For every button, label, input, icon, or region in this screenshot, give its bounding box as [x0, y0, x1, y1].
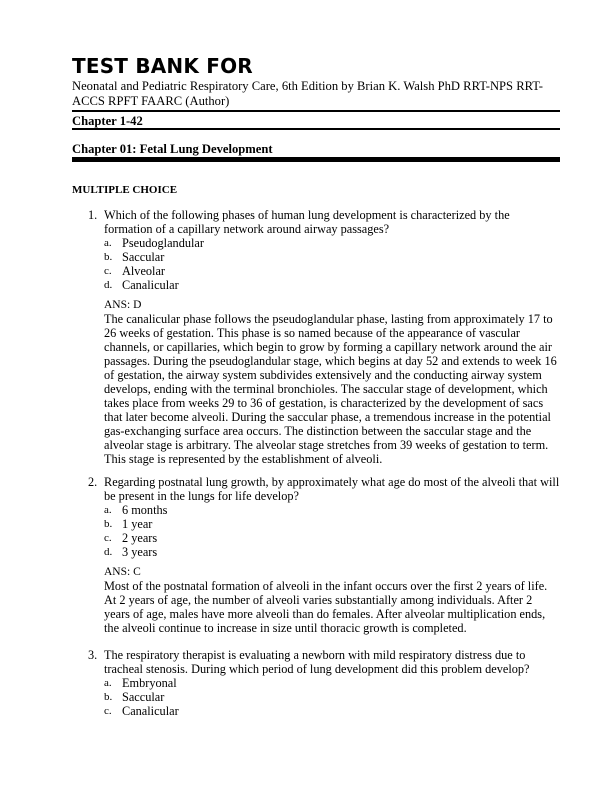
option-text: 1 year: [122, 517, 153, 531]
answer-explanation: The canalicular phase follows the pseudoglandular phase, lasting from approximately 17 to 26 weeks of gestation. This phase is so named because of the appearance of vascular channels, or capillaries, which begin to grow by forming a capillary network around the air passages. During the pseudoglandular stage, which begins at day 52 and extends to week 16 of gestation, the airway system subdivides extensively and the conducting airway system develops, ending with the terminal bronchioles. The saccular stage of development, which takes place from weeks 29 to 36 of gestation, is characterized by the development of sacs that later become alveoli. During the saccular phase, a tremendous increase in the potential gas-exchanging surface area occurs. The distinction between the saccular stage and the alveolar stage is arbitrary. The alveolar stage stretches from 39 weeks of gestation to term. This stage is represented by the establishment of alveoli.: [104, 312, 557, 466]
option-letter: c.: [104, 705, 112, 717]
option-b: [104, 250, 560, 264]
option-a: [104, 503, 560, 517]
option-a: [104, 236, 560, 250]
question-stem: Which of the following phases of human lung development is characterized by the formation of a capillary network around airway passages?: [104, 208, 510, 236]
option-letter: b.: [104, 251, 113, 263]
option-b: [104, 690, 560, 704]
option-list: [104, 503, 560, 559]
option-letter: c.: [104, 532, 112, 544]
book-subtitle: Neonatal and Pediatric Respiratory Care, 6th Edition by Brian K. Walsh PhD RRT-NPS RRT-ACCS RPFT FAARC (Author): [72, 79, 543, 108]
chapter-title: Chapter 01: Fetal Lung Development: [72, 142, 273, 156]
option-list: [104, 236, 560, 292]
option-text: Alveolar: [122, 264, 166, 278]
option-text: 6 months: [122, 503, 168, 517]
document-title: TEST BANK FOR: [72, 54, 253, 78]
question-stem: Regarding postnatal lung growth, by approximately what age do most of the alveoli that will be present in the lungs for life develop?: [104, 475, 560, 503]
option-c: [104, 264, 560, 278]
option-text: Saccular: [122, 690, 165, 704]
question-1: [88, 208, 560, 466]
option-letter: a.: [104, 237, 112, 249]
option-b: [104, 517, 560, 531]
option-list: [104, 676, 560, 718]
answer-explanation: Most of the postnatal formation of alveoli in the infant occurs over the first 2 years of life. At 2 years of age, the number of alveoli varies substantially among individuals. After 2 years of age, males have more alveoli than do females. After alveolar multiplication ends, the alveoli continue to increase in size until thoracic growth is completed.: [104, 579, 548, 635]
option-text: 3 years: [122, 545, 158, 559]
option-d: [104, 278, 560, 292]
answer-block: [104, 298, 560, 466]
option-text: Saccular: [122, 250, 165, 264]
question-number: 3.: [88, 648, 98, 662]
question-number: 1.: [88, 208, 98, 222]
thick-divider-rule: [72, 157, 560, 162]
chapter-range: Chapter 1-42: [72, 114, 143, 128]
option-c: [104, 704, 560, 718]
option-text: Embryonal: [122, 676, 177, 690]
question-number: 2.: [88, 475, 98, 489]
option-d: [104, 545, 560, 559]
option-text: Pseudoglandular: [122, 236, 204, 250]
option-text: 2 years: [122, 531, 158, 545]
option-letter: d.: [104, 279, 113, 291]
question-stem: The respiratory therapist is evaluating a newborn with mild respiratory distress due to tracheal stenosis. During which period of lung development did this problem develop?: [104, 648, 530, 676]
answer-key: ANS: C: [104, 566, 141, 578]
option-letter: a.: [104, 677, 112, 689]
option-letter: b.: [104, 518, 113, 530]
option-c: [104, 531, 560, 545]
section-heading: MULTIPLE CHOICE: [72, 184, 178, 196]
option-letter: d.: [104, 546, 113, 558]
option-text: Canalicular: [122, 704, 179, 718]
question-2: [88, 475, 560, 635]
option-letter: a.: [104, 504, 112, 516]
option-text: Canalicular: [122, 278, 179, 292]
option-letter: b.: [104, 691, 113, 703]
answer-block: [104, 565, 560, 635]
option-letter: c.: [104, 265, 112, 277]
question-3: [88, 648, 560, 718]
divider-rule: [72, 128, 560, 130]
divider-rule: [72, 110, 560, 112]
option-a: [104, 676, 560, 690]
answer-key: ANS: D: [104, 299, 142, 311]
